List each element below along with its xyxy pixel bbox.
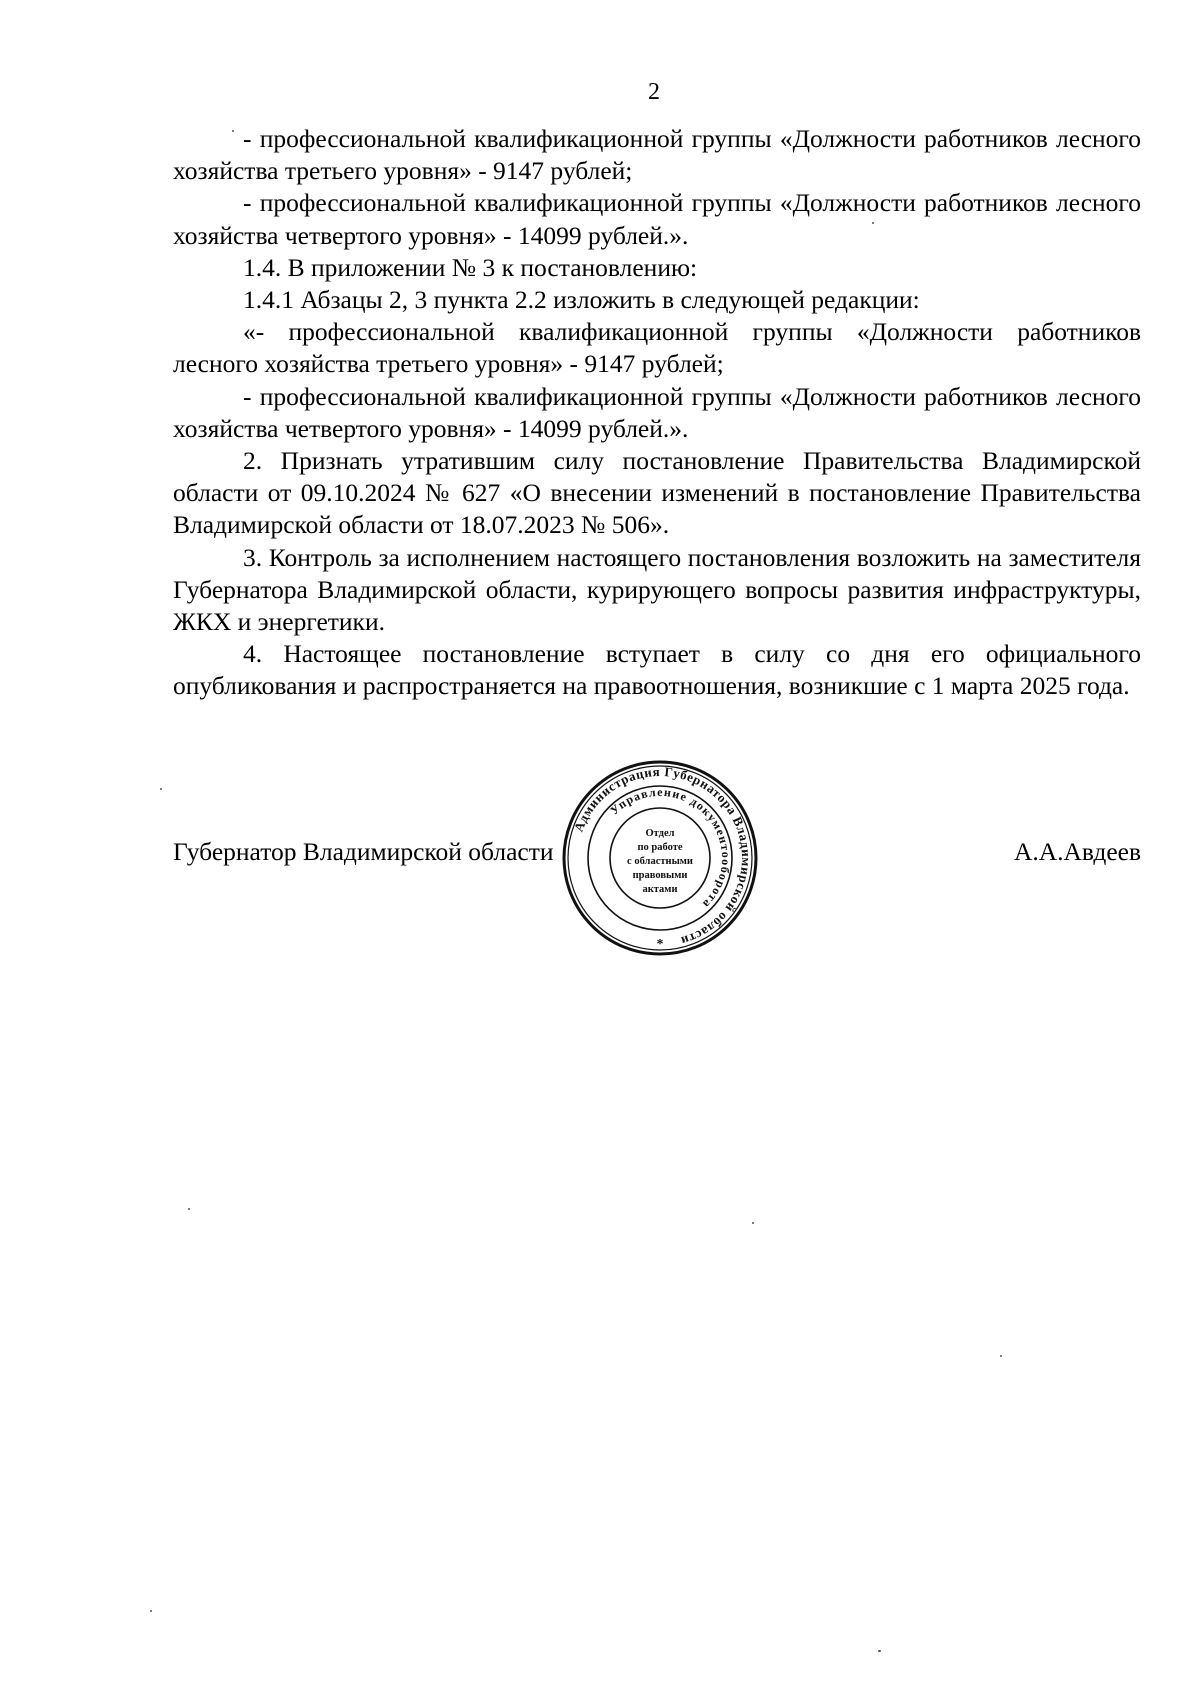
paragraph-1-4-1: 1.4.1 Абзацы 2, 3 пункта 2.2 изложить в следующей редакции: <box>243 285 920 315</box>
page-number: 2 <box>648 79 660 105</box>
stamp-star: * <box>656 937 664 952</box>
scan-speck <box>160 788 162 790</box>
scan-speck <box>150 1610 152 1612</box>
scan-speck <box>878 1650 881 1652</box>
signatory-name: А.А.Авдеев <box>1013 837 1141 866</box>
stamp-center-line-5: актами <box>642 884 678 895</box>
stamp-center-line-3: с областными <box>627 856 693 867</box>
official-stamp <box>560 758 760 958</box>
scan-speck <box>232 130 234 132</box>
stamp-seal-graphic <box>560 758 760 958</box>
stamp-inner-ring-text: Управление документооборота <box>607 784 734 912</box>
paragraph-3-control: 3. Контроль за исполнением настоящего постановления возложить на заместителя Губернатора Владимирской области, курирующего вопросы развития инфраструктуры, ЖКХ и энергетики. <box>173 542 1141 637</box>
paragraph-2-repeal: 2. Признать утратившим силу постановление Правительства Владимирской области от 09.10.2024 № 627 «О внесении изменений в постановление Правительства Владимирской области от 18.07.2023 № 506». <box>173 446 1141 540</box>
stamp-center-line-2: по работе <box>637 842 683 853</box>
paragraph-appendix-3-third-level: «- профессиональной квалификационной группы «Должности работников лесного хозяйства третьего уровня» - 9147 рублей; <box>173 317 1141 379</box>
paragraph-appendix-3-heading: 1.4. В приложении № 3 к постановлению: <box>243 252 698 282</box>
signatory-position: Губернатор Владимирской области <box>173 837 554 866</box>
paragraph-fourth-level-salary: - профессиональной квалификационной группы «Должности работников лесного хозяйства четвертого уровня» - 14099 рублей.». <box>173 188 1141 250</box>
paragraph-appendix-3-fourth-level: - профессиональной квалификационной группы «Должности работников лесного хозяйства четвертого уровня» - 14099 рублей.». <box>173 381 1141 443</box>
scan-speck <box>1000 1355 1002 1357</box>
paragraph-4-effective-date: 4. Настоящее постановление вступает в силу со дня его официального опубликования и распространяется на правоотношения, возникшие с 1 марта 2025 года. <box>173 639 1141 701</box>
scan-speck <box>872 222 874 224</box>
stamp-outer-ring-text: Администрация Губернатора Владимирской области <box>570 763 755 950</box>
paragraph-third-level-salary: - профессиональной квалификационной группы «Должности работников лесного хозяйства третьего уровня» - 9147 рублей; <box>173 124 1141 186</box>
scan-speck <box>188 1208 190 1210</box>
stamp-center-line-4: правовыми <box>632 870 688 881</box>
stamp-center-line-1: Отдел <box>645 828 675 839</box>
scan-speck <box>752 1222 754 1224</box>
document-body <box>173 123 1141 703</box>
